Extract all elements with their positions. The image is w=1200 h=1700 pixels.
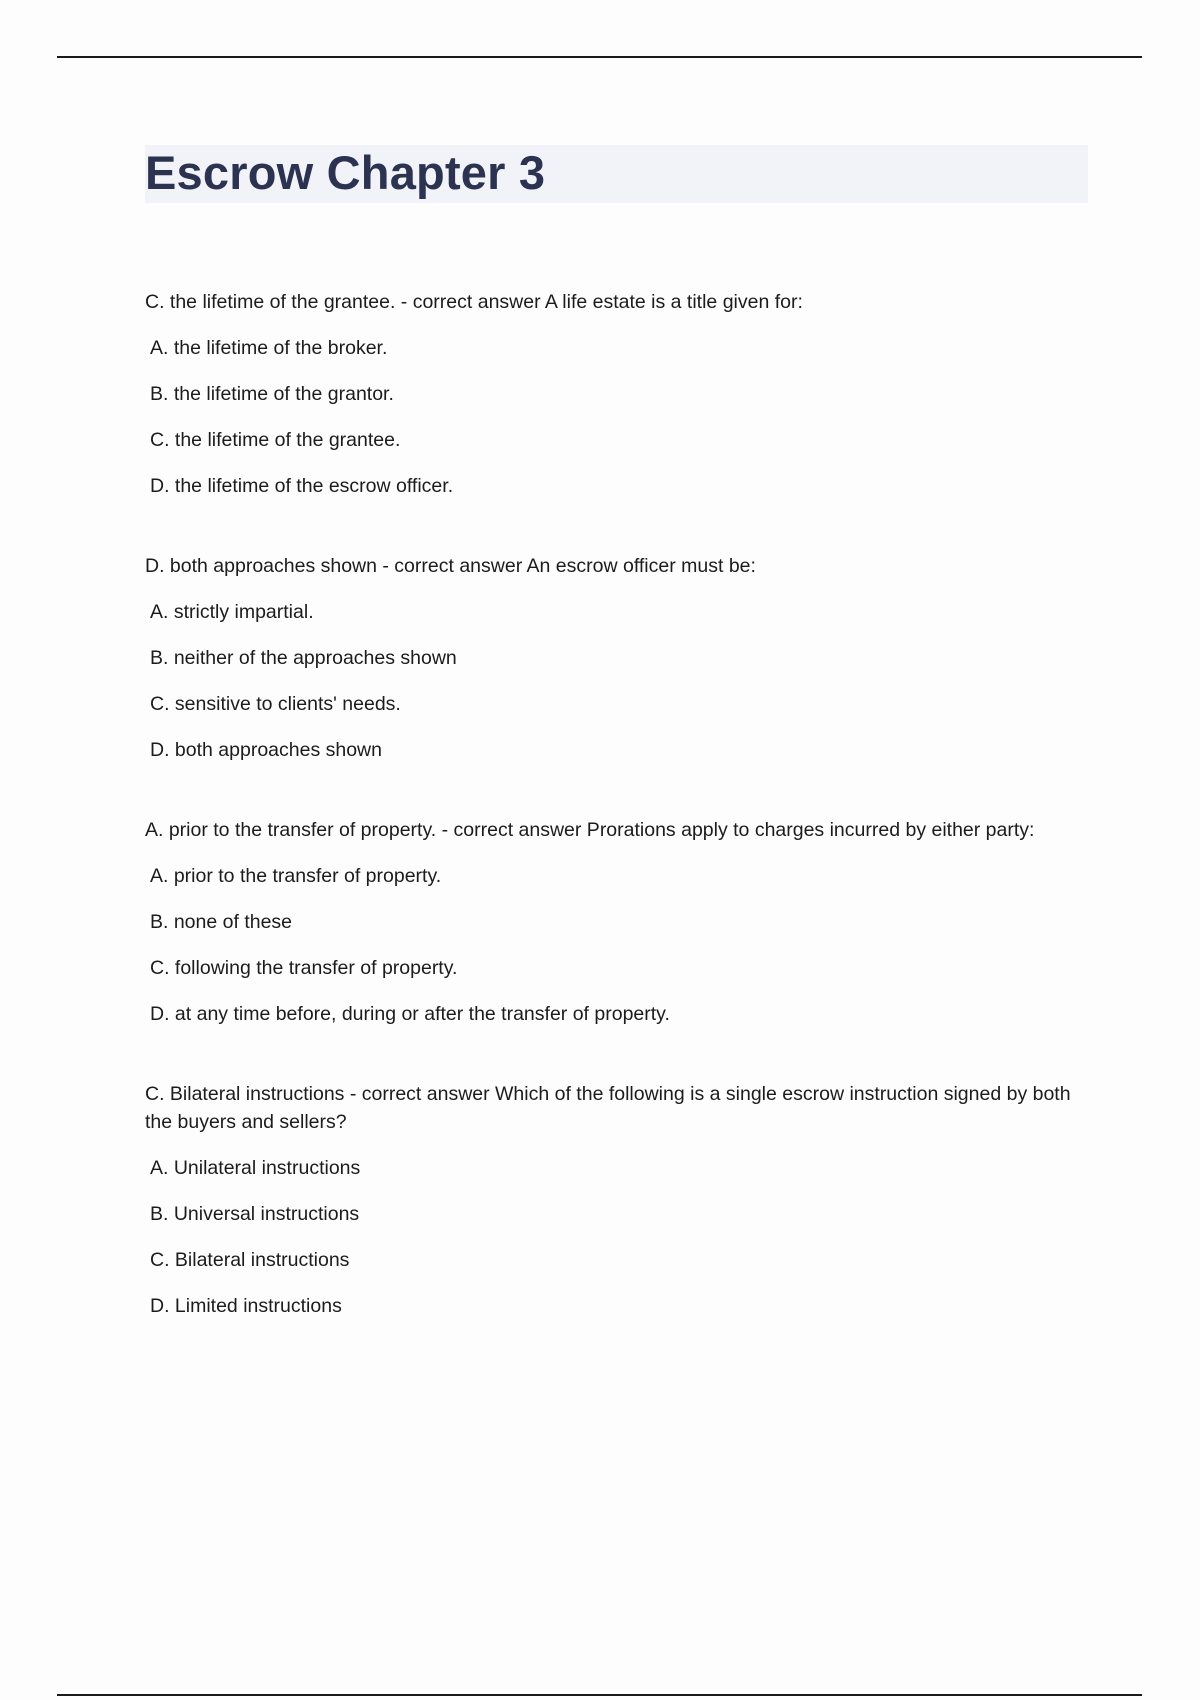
question-text: C. Bilateral instructions - correct answer Which of the following is a single escrow instruction signed by both the buyers and sellers? bbox=[145, 1083, 1071, 1133]
footer-rule bbox=[57, 1694, 1142, 1696]
question-block bbox=[145, 288, 1090, 500]
option-item: A. the lifetime of the broker. bbox=[150, 337, 388, 359]
option-item: B. Universal instructions bbox=[150, 1203, 360, 1225]
options-list bbox=[145, 1154, 1090, 1320]
page-title: Escrow Chapter 3 bbox=[145, 146, 546, 199]
question-block bbox=[145, 1080, 1090, 1320]
option-item: D. the lifetime of the escrow officer. bbox=[150, 475, 454, 497]
question-block bbox=[145, 816, 1090, 1028]
option-item: C. sensitive to clients' needs. bbox=[150, 693, 401, 715]
option-item: C. following the transfer of property. bbox=[150, 957, 458, 979]
option-item: B. none of these bbox=[150, 911, 293, 933]
header-rule bbox=[57, 56, 1142, 58]
question-text: C. the lifetime of the grantee. - correct answer A life estate is a title given for: bbox=[145, 291, 803, 313]
option-item: A. strictly impartial. bbox=[150, 601, 314, 623]
options-list bbox=[145, 862, 1090, 1028]
option-item: C. Bilateral instructions bbox=[150, 1249, 350, 1271]
option-item: D. at any time before, during or after the transfer of property. bbox=[150, 1003, 670, 1025]
options-list bbox=[145, 598, 1090, 764]
questions-list bbox=[145, 288, 1090, 1372]
option-item: B. neither of the approaches shown bbox=[150, 647, 457, 669]
question-block bbox=[145, 552, 1090, 764]
question-text: A. prior to the transfer of property. - correct answer Prorations apply to charges incurred by either party: bbox=[145, 819, 1035, 841]
options-list bbox=[145, 334, 1090, 500]
option-item: D. both approaches shown bbox=[150, 739, 382, 761]
option-item: A. prior to the transfer of property. bbox=[150, 865, 442, 887]
question-text: D. both approaches shown - correct answer An escrow officer must be: bbox=[145, 555, 756, 577]
option-item: D. Limited instructions bbox=[150, 1295, 342, 1317]
option-item: B. the lifetime of the grantor. bbox=[150, 383, 394, 405]
option-item: A. Unilateral instructions bbox=[150, 1157, 361, 1179]
option-item: C. the lifetime of the grantee. bbox=[150, 429, 401, 451]
